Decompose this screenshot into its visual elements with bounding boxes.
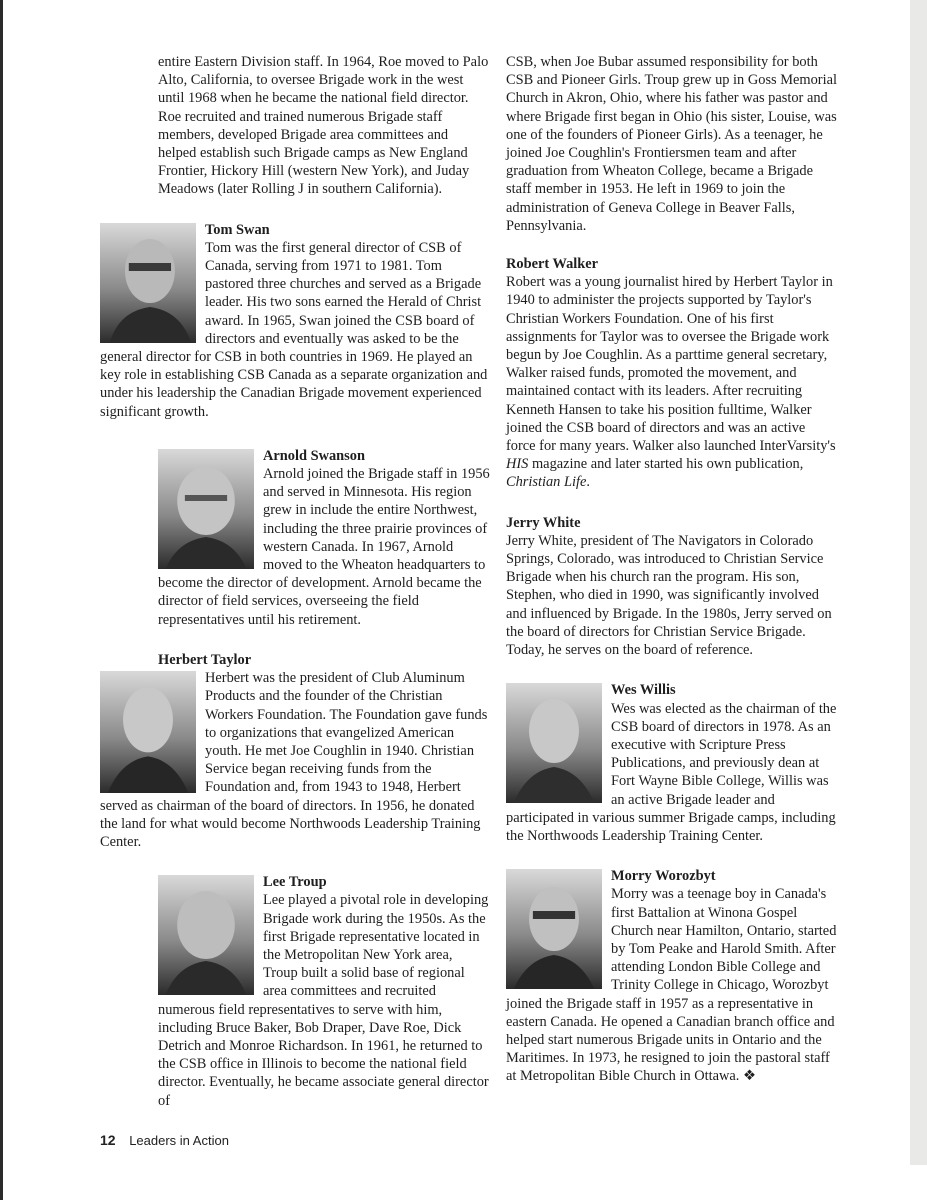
portrait-photo-morry-worozbyt xyxy=(506,869,602,989)
intro-text: entire Eastern Division staff. In 1964, Roe moved to Palo Alto, California, to oversee Brigade work in the west until 1968 when he became the national field director. Roe recruited and trained numerous Brigade staff members, developed Brigade area committees and helped establish such Brigade camps as New England Frontier, Hickory Hill (western New York), and Juday Meadows (later Rolling J in southern California). xyxy=(158,54,489,198)
section-title: Leaders in Action xyxy=(129,1133,229,1148)
entry-text-part: . xyxy=(586,474,590,491)
entry-text: Wes was elected as the chairman of the CSB board of directors in 1978. As an executive with Scripture Press Publications, and previously dean at Fort Wayne Bible College, Willis was an active Brigade leader and participated in various summer Brigade camps, including the Northwoods Leadership Training Center. xyxy=(506,700,837,844)
portrait-photo-tom-swan xyxy=(100,223,196,343)
entry-name: Herbert Taylor xyxy=(158,651,252,668)
entry-text: Arnold joined the Brigade staff in 1956 and served in Minnesota. His region grew in include the entire Northwest, including the three prairie provinces of western Canada. In 1967, Arnold moved to the Wheaton headquarters to become the director of development. Arnold became the director of field services, overseeing the field representatives until his retirement. xyxy=(158,466,490,628)
portrait-silhouette xyxy=(506,683,602,803)
continuation-paragraph xyxy=(506,53,838,235)
entry-text: Jerry White, president of The Navigators in Colorado Springs, Colorado, was introduced to Christian Service Brigade when his church ran the program. His son, Stephen, who died in 1990, was significantly involved and influenced by Brigade. In the 1980s, Jerry served on the board of directors for Christian Service Brigade. Today, he serves on the board of reference. xyxy=(506,532,832,659)
entry-tom-swan xyxy=(100,221,490,421)
entry-name: Jerry White xyxy=(506,514,581,531)
entry-text: Lee played a pivotal role in developing Brigade work during the 1950s. As the first Brigade representative located in the Metropolitan New York area, Troup built a solid base of regional area committees and recruited numerous field representatives to serve with him, including Bruce Baker, Bob Draper, Dave Roe, Dick Detrich and Monroe Richardson. In 1961, he returned to the CSB office in Illinois to become the national field director. Eventually, he became associate general director of xyxy=(158,892,489,1109)
portrait-photo-herbert-taylor xyxy=(100,671,196,793)
page-number: 12 xyxy=(100,1132,116,1148)
entry-name: Wes Willis xyxy=(611,682,676,699)
entry-herbert-taylor xyxy=(100,651,490,851)
portrait-silhouette xyxy=(100,671,196,793)
portrait-photo-arnold-swanson xyxy=(158,449,254,569)
portrait-photo-wes-willis xyxy=(506,683,602,803)
entry-name: Tom Swan xyxy=(205,221,270,238)
page-footer xyxy=(100,1132,229,1148)
his-magazine-title: HIS xyxy=(506,456,529,473)
christian-life-title: Christian Life xyxy=(506,474,587,491)
entry-morry-worozbyt xyxy=(506,867,838,1085)
entry-jerry-white xyxy=(506,514,838,660)
continuation-text: CSB, when Joe Bubar assumed responsibility for both CSB and Pioneer Girls. Troup grew up in Goss Memorial Church in Akron, Ohio, where his father was pastor and where Brigade first began in Ohio (his sister, Louise, was one of the founders of Pioneer Girls). As a teenager, he joined Joe Coughlin's Frontiersmen team and after graduation from Wheaton College, became a Brigade staff member in 1953. He left in 1969 to join the administration of Geneva College in Beaver Falls, Pennsylvania. xyxy=(506,54,837,234)
entry-name: Morry Worozbyt xyxy=(611,868,716,885)
entry-text-part: Morry was a teenage boy in Canada's first Battalion at Winona Gospel Church near Hamilton, Ontario, started by Tom Peake and Harold Smith. After attending London Bible College and Trinity College in Chicago, Worozbyt joined the Brigade staff in 1957 as a representative in eastern Canada. He opened a Canadian branch office and helped start numerous Brigade units in Ontario and the Maritimes. In 1973, he resigned to join the pastoral staff at Metropolitan Bible Church in Ottawa. xyxy=(506,886,837,1085)
page-edge-shadow xyxy=(0,0,3,1200)
portrait-silhouette xyxy=(158,875,254,995)
end-mark-icon: ❖ xyxy=(743,1068,756,1085)
entry-name: Robert Walker xyxy=(506,256,599,273)
portrait-photo-lee-troup xyxy=(158,875,254,995)
entry-text: Herbert was the president of Club Aluminum Products and the founder of the Christian Workers Foundation. The Foundation gave funds to organizations that evangelized American youth. He met Joe Coughlin in 1940. Christian Service began receiving funds from the Foundation and, from 1943 to 1948, Herbert served as chairman of the board of directors. In 1956, he donated the land for what would become Northwoods Leadership Training Center. xyxy=(100,670,488,850)
entry-wes-willis xyxy=(506,681,838,845)
page-edge-margin xyxy=(910,0,927,1165)
entry-lee-troup xyxy=(100,873,490,1110)
entry-text-part: magazine and later started his own publication, xyxy=(528,456,804,473)
right-column xyxy=(506,53,838,1086)
entry-text: Tom was the first general director of CSB of Canada, serving from 1971 to 1981. Tom pastored three churches and served as a Brigade leader. His two sons earned the Herald of Christ award. In 1965, Swan joined the CSB board of directors and eventually was asked to be the general director for CSB in both countries in 1969. He played an key role in establishing CSB Canada as a separate organization and under his leadership the Canadian Brigade movement experienced significant growth. xyxy=(100,239,488,420)
portrait-silhouette xyxy=(506,869,602,989)
entry-text-part: Robert was a young journalist hired by Herbert Taylor in 1940 to administer the projects supported by Taylor's Christian Workers Foundation. One of his first assignments for Taylor was to oversee the Brigade work begun by Joe Coughlin. As a parttime general secretary, Walker raised funds, promoted the movement, and maintained contact with its leaders. After recruiting Kenneth Hansen to take his position fulltime, Walker joined the CSB board of directors and was an active force for many years. Walker also launched InterVarsity's xyxy=(506,274,836,455)
portrait-silhouette xyxy=(158,449,254,569)
left-column xyxy=(100,53,490,1110)
portrait-silhouette xyxy=(100,223,196,343)
intro-paragraph xyxy=(100,53,490,199)
entry-text xyxy=(506,273,838,491)
entry-name: Lee Troup xyxy=(263,874,327,891)
entry-name: Arnold Swanson xyxy=(263,447,365,464)
entry-robert-walker xyxy=(506,255,838,492)
entry-arnold-swanson xyxy=(100,447,490,629)
